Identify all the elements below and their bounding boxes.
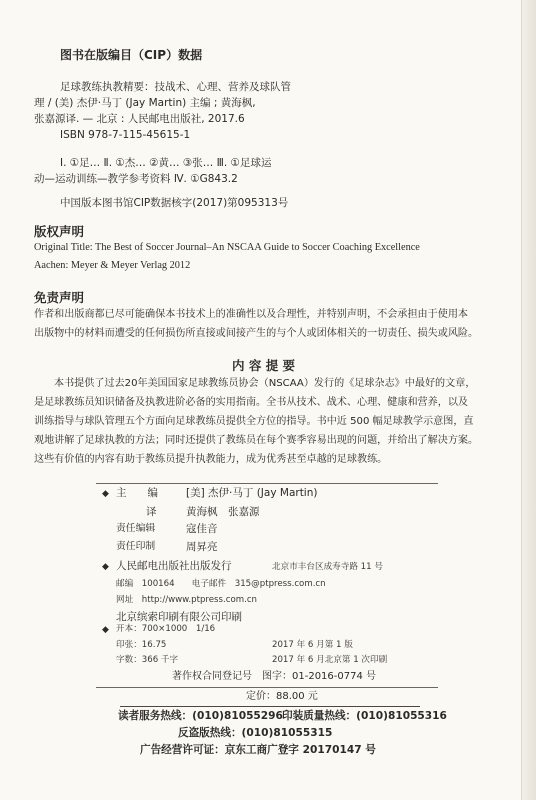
printer: 北京缤索印刷有限公司印刷 (116, 611, 242, 623)
word-count: 字数：366 千字 (116, 655, 179, 665)
resp-editor-label: 责任编辑 (116, 523, 156, 534)
summary-line: 是足球教练员知识储备及执教进阶必备的实用指南。全书从技术、战术、心理、健康和营养，以及 (34, 397, 469, 408)
cip-line: 张嘉源译. — 北京 : 人民邮电出版社, 2017.6 (34, 113, 245, 125)
summary-line: 训练指导与球队管理五个方面向足球教练员提供全方位的指导。书中近 500 幅足球教学示意图，直 (34, 416, 474, 427)
printed-sheets: 印张：16.75 (116, 640, 167, 650)
cip-line: ISBN 978-7-115-45615-1 (60, 129, 191, 141)
translator-value: 黄海枫 张嘉源 (186, 506, 260, 518)
summary-line: 观地讲解了足球执教的方法；同时还提供了教练员在每个赛季容易出现的问题，并给出了解决方案。 (34, 435, 479, 446)
resp-editor-value: 寇佳音 (186, 523, 218, 535)
summary-heading: 内 容 提 要 (232, 358, 296, 373)
original-publisher: Aachen: Meyer & Meyer Verlag 2012 (34, 260, 191, 271)
diamond-icon: ◆ (102, 489, 109, 499)
publisher-address: 北京市丰台区成寿寺路 11 号 (272, 562, 383, 572)
credits-top-rule (96, 483, 438, 484)
translator-label: 译 (146, 506, 157, 518)
copyright-heading: 版权声明 (34, 224, 85, 239)
resp-print-label: 责任印制 (116, 541, 156, 552)
summary-line: 这些有价值的内容有助于教练员提升执教能力，成为优秀甚至卓越的足球教练。 (34, 454, 388, 465)
disclaimer-line: 作者和出版商都已尽可能确保本书技术上的准确性以及合理性，并特别声明，不会承担由于使用本 (34, 309, 469, 320)
diamond-icon: ◆ (102, 562, 109, 572)
diamond-icon: ◆ (102, 625, 109, 635)
editor-label: 主 编 (116, 487, 158, 499)
edition: 2017 年 6 月第 1 版 (272, 640, 353, 650)
publisher: 人民邮电出版社出版发行 (116, 560, 232, 572)
summary-line: 本书提供了过去20年美国国家足球教练员协会（NSCAA）发行的《足球杂志》中最好的文章， (54, 378, 476, 389)
hotline-rule (120, 706, 420, 707)
editor-value: [美] 杰伊·马丁 (Jay Martin) (186, 487, 318, 499)
cip-number: 中国版本图书馆CIP数据核字(2017)第095313号 (60, 197, 289, 209)
cip-heading: 图书在版编目（CIP）数据 (60, 48, 203, 62)
quality-hotline: 印装质量热线：(010)81055316 (282, 710, 447, 722)
cip-class-line: Ⅰ. ①足… Ⅱ. ①杰… ②黄… ③张… Ⅲ. ①足球运 (60, 157, 272, 169)
cip-class-line: 动—运动训练—教学参考资料 Ⅳ. ①G843.2 (34, 173, 238, 185)
ad-license: 广告经营许可证：京东工商广登字 20170147 号 (140, 744, 376, 756)
page-edge (521, 0, 536, 800)
printing: 2017 年 6 月北京第 1 次印刷 (272, 655, 388, 665)
cip-line: 理 / (美) 杰伊·马丁 (Jay Martin) 主编 ; 黄海枫, (34, 97, 256, 109)
cip-line: 足球教练执教精要：技战术、心理、营养及球队管 (60, 81, 291, 93)
postcode-email: 邮编 100164 电子邮件 315@ptpress.com.cn (116, 579, 326, 589)
website: 网址 http://www.ptpress.com.cn (116, 595, 257, 605)
reader-service-hotline: 读者服务热线：(010)81055296 (118, 710, 283, 722)
anti-piracy-hotline: 反盗版热线：(010)81055315 (178, 727, 333, 739)
credits-bottom-rule (96, 687, 438, 688)
book-format: 开本：700×1000 1/16 (116, 624, 216, 634)
original-title: Original Title: The Best of Soccer Journal–An NSCAA Guide to Soccer Coaching Excellence (34, 242, 420, 253)
disclaimer-heading: 免责声明 (34, 290, 85, 305)
price: 定价：88.00 元 (246, 691, 318, 702)
copyright-registration: 著作权合同登记号 图字：01-2016-0774 号 (172, 671, 377, 682)
disclaimer-line: 出版物中的材料而遭受的任何损伤所直接或间接产生的与个人或团体相关的一切责任、损失或风险。 (34, 328, 479, 339)
resp-print-value: 周昇亮 (186, 541, 218, 553)
